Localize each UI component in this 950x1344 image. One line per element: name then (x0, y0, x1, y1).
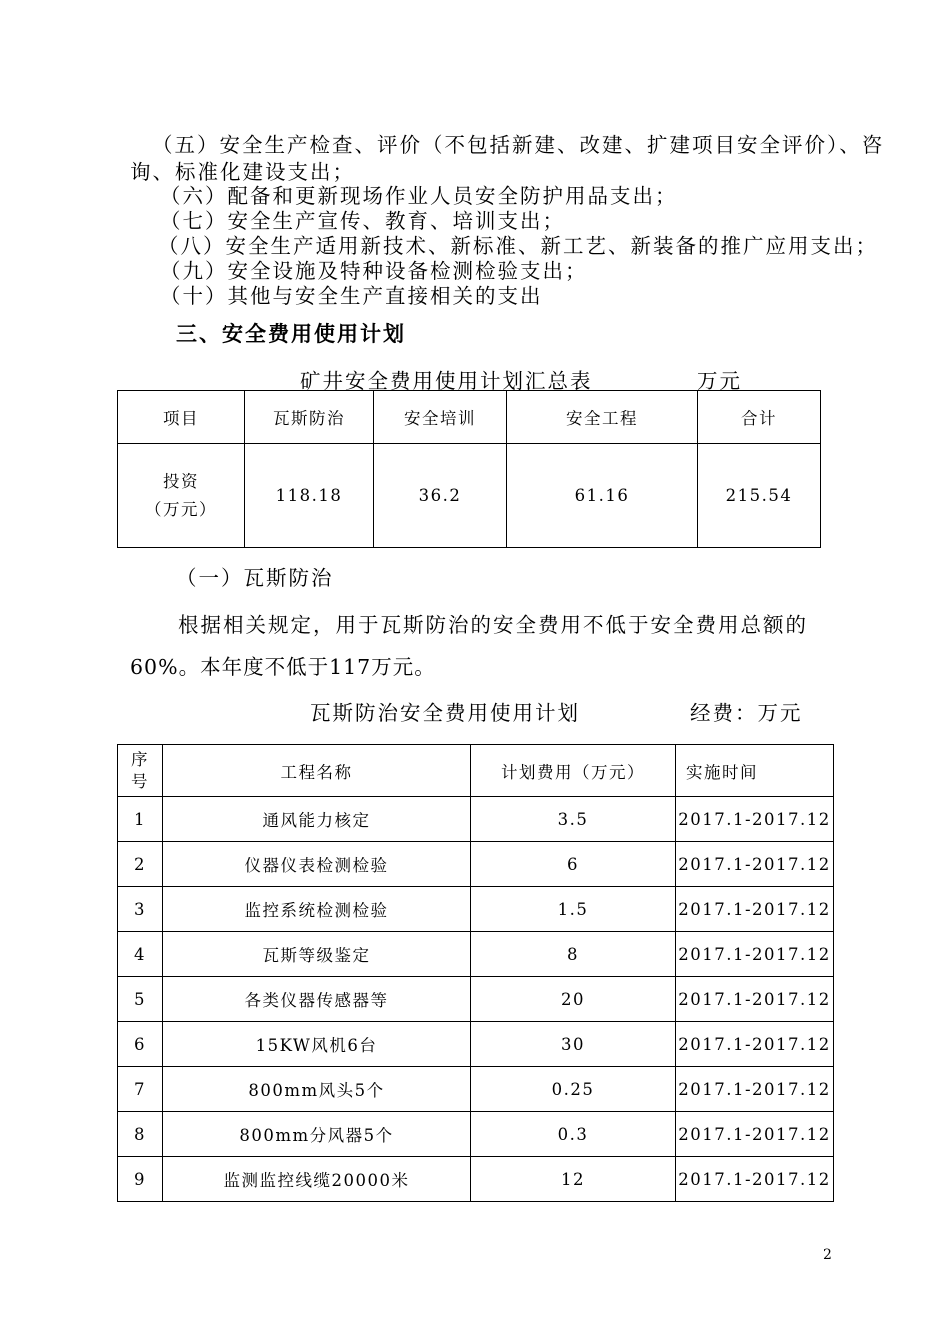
paragraph-item-7: （七）安全生产宣传、教育、培训支出； (160, 209, 565, 233)
summary-value-cell: 215.54 (698, 444, 821, 548)
gas-header-time: 实施时间 (676, 745, 834, 797)
row-time: 2017.1-2017.12 (676, 797, 834, 842)
table-row (118, 1022, 834, 1067)
row-name: 800mm风头5个 (163, 1067, 471, 1112)
row-seq: 2 (118, 842, 163, 887)
row-name: 监控系统检测检验 (163, 887, 471, 932)
table-row (118, 977, 834, 1022)
row-cost: 8 (471, 932, 676, 977)
table-row (118, 932, 834, 977)
gas-header-seq-line1: 序 (131, 749, 149, 769)
summary-header-row (118, 391, 821, 444)
gas-header-seq (118, 745, 163, 797)
gas-header-name: 工程名称 (163, 745, 471, 797)
gas-table-header-row (118, 745, 834, 797)
row-seq: 1 (118, 797, 163, 842)
paragraph-item-5-continued: 询、标准化建设支出； (130, 160, 355, 184)
summary-table-unit: 万元 (697, 369, 742, 393)
row-name: 仪器仪表检测检验 (163, 842, 471, 887)
row-name: 800mm分风器5个 (163, 1112, 471, 1157)
paragraph-item-8: （八）安全生产适用新技术、新标准、新工艺、新装备的推广应用支出； (158, 234, 878, 258)
row-seq: 7 (118, 1067, 163, 1112)
page-number: 2 (823, 1247, 832, 1263)
row-seq: 3 (118, 887, 163, 932)
row-cost: 6 (471, 842, 676, 887)
row-seq: 9 (118, 1157, 163, 1202)
row-cost: 30 (471, 1022, 676, 1067)
row-seq: 8 (118, 1112, 163, 1157)
table-row (118, 1067, 834, 1112)
summary-row-label-line1: 投资 (163, 471, 199, 491)
row-seq: 6 (118, 1022, 163, 1067)
summary-data-row (118, 444, 821, 548)
row-time: 2017.1-2017.12 (676, 1112, 834, 1157)
summary-header-cell: 安全工程 (507, 391, 698, 444)
table-row (118, 1157, 834, 1202)
row-cost: 12 (471, 1157, 676, 1202)
summary-value-cell: 118.18 (245, 444, 374, 548)
gas-header-cost: 计划费用（万元） (471, 745, 676, 797)
gas-paragraph-line2: 60%。本年度不低于117万元。 (130, 655, 436, 679)
table-row (118, 842, 834, 887)
summary-value-cell: 61.16 (507, 444, 698, 548)
row-cost: 3.5 (471, 797, 676, 842)
row-seq: 5 (118, 977, 163, 1022)
row-time: 2017.1-2017.12 (676, 887, 834, 932)
paragraph-item-10: （十）其他与安全生产直接相关的支出 (160, 284, 543, 308)
gas-table-unit: 经费：万元 (690, 701, 803, 725)
row-name: 瓦斯等级鉴定 (163, 932, 471, 977)
row-cost: 0.3 (471, 1112, 676, 1157)
paragraph-item-9: （九）安全设施及特种设备检测检验支出； (160, 259, 588, 283)
summary-header-cell: 项目 (118, 391, 245, 444)
row-time: 2017.1-2017.12 (676, 932, 834, 977)
gas-header-seq-line2: 号 (131, 771, 149, 791)
row-name: 15KW风机6台 (163, 1022, 471, 1067)
summary-row-label (118, 444, 245, 548)
paragraph-item-6: （六）配备和更新现场作业人员安全防护用品支出； (160, 184, 678, 208)
summary-header-cell: 安全培训 (374, 391, 507, 444)
summary-header-cell: 合计 (698, 391, 821, 444)
row-name: 监测监控线缆20000米 (163, 1157, 471, 1202)
gas-table-title: 瓦斯防治安全费用使用计划 (310, 701, 580, 725)
row-time: 2017.1-2017.12 (676, 842, 834, 887)
summary-value-cell: 36.2 (374, 444, 507, 548)
row-cost: 0.25 (471, 1067, 676, 1112)
row-time: 2017.1-2017.12 (676, 1157, 834, 1202)
summary-row-label-line2: （万元） (145, 499, 217, 519)
gas-paragraph-line1: 根据相关规定，用于瓦斯防治的安全费用不低于安全费用总额的 (178, 613, 808, 637)
table-row (118, 887, 834, 932)
table-row (118, 797, 834, 842)
row-time: 2017.1-2017.12 (676, 1022, 834, 1067)
section-heading: 三、安全费用使用计划 (176, 322, 406, 346)
subsection-heading: （一）瓦斯防治 (176, 566, 334, 590)
row-cost: 20 (471, 977, 676, 1022)
paragraph-item-5: （五）安全生产检查、评价（不包括新建、改建、扩建项目安全评价）、咨 (152, 133, 885, 157)
summary-table-title: 矿井安全费用使用计划汇总表 (300, 369, 593, 393)
summary-header-cell: 瓦斯防治 (245, 391, 374, 444)
row-seq: 4 (118, 932, 163, 977)
row-time: 2017.1-2017.12 (676, 1067, 834, 1112)
row-time: 2017.1-2017.12 (676, 977, 834, 1022)
gas-table (117, 744, 834, 1202)
table-row (118, 1112, 834, 1157)
row-cost: 1.5 (471, 887, 676, 932)
summary-table (117, 390, 821, 548)
row-name: 通风能力核定 (163, 797, 471, 842)
row-name: 各类仪器传感器等 (163, 977, 471, 1022)
